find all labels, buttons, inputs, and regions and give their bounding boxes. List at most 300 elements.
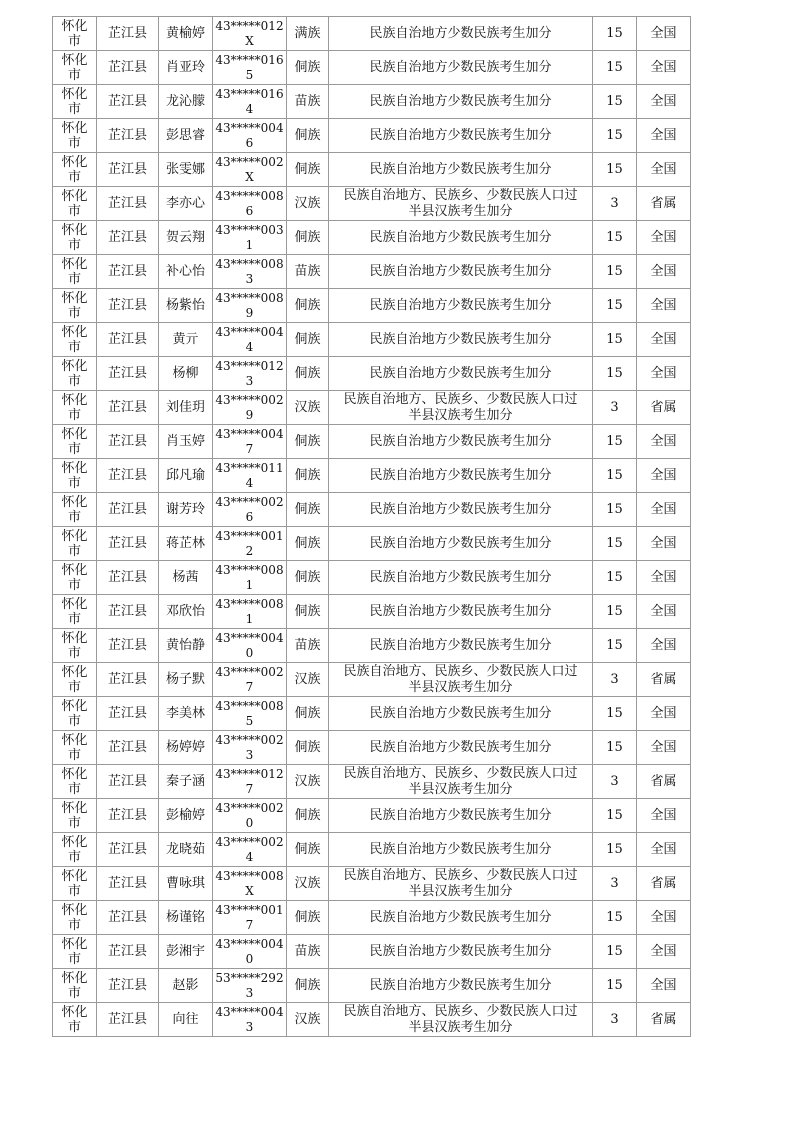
table-row [53, 51, 691, 85]
id-number-line: 1 [245, 237, 254, 252]
city-cell [53, 561, 97, 595]
scope-cell: 全国 [637, 833, 691, 867]
table-row [53, 357, 691, 391]
bonus-points-cell: 3 [593, 867, 637, 901]
bonus-policy-line: 民族自治地方少数民族考生加分 [369, 501, 552, 517]
city-line: 市 [67, 645, 81, 661]
city-cell [53, 289, 97, 323]
bonus-points-cell: 15 [593, 833, 637, 867]
table-row [53, 901, 691, 935]
bonus-policy-line: 民族自治地方少数民族考生加分 [369, 433, 552, 449]
bonus-policy-line: 民族自治地方少数民族考生加分 [369, 943, 552, 959]
id-number-cell [213, 357, 287, 391]
city-line: 怀化 [61, 426, 88, 442]
name-cell: 谢芳玲 [159, 493, 213, 527]
bonus-policy-line: 民族自治地方少数民族考生加分 [369, 59, 552, 75]
id-number-line: 43*****008 [215, 596, 284, 611]
bonus-points-cell: 15 [593, 527, 637, 561]
bonus-policy-cell [329, 697, 593, 731]
id-number-line: 43*****008 [215, 256, 284, 271]
scope-cell: 全国 [637, 323, 691, 357]
city-line: 怀化 [61, 460, 88, 476]
bonus-policy-line: 民族自治地方少数民族考生加分 [369, 331, 552, 347]
city-cell [53, 663, 97, 697]
scope-cell: 全国 [637, 255, 691, 289]
id-number-line: 4 [245, 475, 254, 490]
city-line: 市 [67, 33, 81, 49]
ethnicity-cell: 侗族 [287, 119, 329, 153]
id-number-cell [213, 391, 287, 425]
city-line: 市 [67, 1019, 81, 1035]
name-cell: 秦子涵 [159, 765, 213, 799]
bonus-policy-cell [329, 323, 593, 357]
bonus-policy-cell [329, 1003, 593, 1037]
id-number-cell [213, 51, 287, 85]
table-row [53, 595, 691, 629]
scope-cell: 全国 [637, 527, 691, 561]
bonus-policy-line: 民族自治地方、民族乡、少数民族人口过 [343, 1003, 578, 1019]
scope-cell: 全国 [637, 731, 691, 765]
county-cell: 芷江县 [97, 357, 159, 391]
city-line: 怀化 [61, 290, 88, 306]
id-number-line: 53*****292 [215, 970, 284, 985]
city-line: 怀化 [61, 936, 88, 952]
id-number-cell [213, 561, 287, 595]
bonus-points-cell: 3 [593, 391, 637, 425]
ethnicity-cell: 侗族 [287, 697, 329, 731]
id-number-cell [213, 969, 287, 1003]
bonus-policy-line: 民族自治地方少数民族考生加分 [369, 263, 552, 279]
city-line: 市 [67, 815, 81, 831]
name-cell: 杨婷婷 [159, 731, 213, 765]
id-number-line: 6 [245, 509, 254, 524]
city-line: 市 [67, 271, 81, 287]
bonus-points-table [52, 16, 691, 1037]
bonus-policy-cell [329, 561, 593, 595]
city-line: 怀化 [61, 256, 88, 272]
id-number-cell [213, 153, 287, 187]
id-number-line: 43*****002 [215, 732, 284, 747]
table-body [53, 17, 691, 1037]
bonus-policy-line: 民族自治地方少数民族考生加分 [369, 297, 552, 313]
id-number-cell [213, 221, 287, 255]
bonus-policy-cell [329, 629, 593, 663]
ethnicity-cell: 侗族 [287, 425, 329, 459]
city-cell [53, 629, 97, 663]
name-cell: 龙晓茹 [159, 833, 213, 867]
bonus-policy-line: 半县汉族考生加分 [408, 679, 513, 695]
id-number-cell [213, 255, 287, 289]
bonus-policy-cell [329, 935, 593, 969]
bonus-policy-cell [329, 119, 593, 153]
id-number-cell [213, 629, 287, 663]
county-cell: 芷江县 [97, 663, 159, 697]
city-line: 怀化 [61, 970, 88, 986]
county-cell: 芷江县 [97, 697, 159, 731]
id-number-line: 3 [245, 985, 254, 1000]
bonus-policy-line: 民族自治地方、民族乡、少数民族人口过 [343, 187, 578, 203]
bonus-policy-line: 民族自治地方少数民族考生加分 [369, 705, 552, 721]
city-cell [53, 357, 97, 391]
city-line: 怀化 [61, 1004, 88, 1020]
city-line: 市 [67, 441, 81, 457]
table-row [53, 697, 691, 731]
city-line: 怀化 [61, 698, 88, 714]
bonus-policy-cell [329, 833, 593, 867]
id-number-line: 43*****012 [215, 766, 284, 781]
city-line: 市 [67, 985, 81, 1001]
county-cell: 芷江县 [97, 289, 159, 323]
county-cell: 芷江县 [97, 425, 159, 459]
id-number-cell [213, 459, 287, 493]
bonus-points-cell: 15 [593, 17, 637, 51]
id-number-cell [213, 17, 287, 51]
id-number-line: 43*****001 [215, 902, 284, 917]
city-cell [53, 323, 97, 357]
ethnicity-cell: 苗族 [287, 255, 329, 289]
city-cell [53, 595, 97, 629]
name-cell: 杨紫怡 [159, 289, 213, 323]
bonus-policy-cell [329, 153, 593, 187]
county-cell: 芷江县 [97, 935, 159, 969]
bonus-points-cell: 3 [593, 187, 637, 221]
ethnicity-cell: 汉族 [287, 765, 329, 799]
county-cell: 芷江县 [97, 493, 159, 527]
county-cell: 芷江县 [97, 731, 159, 765]
id-number-line: 43*****008 [215, 290, 284, 305]
bonus-policy-line: 民族自治地方少数民族考生加分 [369, 603, 552, 619]
bonus-policy-cell [329, 901, 593, 935]
id-number-cell [213, 697, 287, 731]
id-number-line: 5 [245, 67, 254, 82]
bonus-policy-cell [329, 493, 593, 527]
id-number-line: X [245, 169, 254, 184]
table-row [53, 323, 691, 357]
table-row [53, 221, 691, 255]
table-row [53, 459, 691, 493]
name-cell: 赵影 [159, 969, 213, 1003]
ethnicity-cell: 侗族 [287, 153, 329, 187]
ethnicity-cell: 侗族 [287, 323, 329, 357]
ethnicity-cell: 侗族 [287, 731, 329, 765]
city-line: 市 [67, 509, 81, 525]
scope-cell: 全国 [637, 425, 691, 459]
ethnicity-cell: 侗族 [287, 527, 329, 561]
name-cell: 杨茜 [159, 561, 213, 595]
name-cell: 黄榆婷 [159, 17, 213, 51]
ethnicity-cell: 侗族 [287, 459, 329, 493]
county-cell: 芷江县 [97, 17, 159, 51]
bonus-policy-line: 半县汉族考生加分 [408, 203, 513, 219]
bonus-points-cell: 15 [593, 119, 637, 153]
scope-cell: 全国 [637, 935, 691, 969]
bonus-policy-line: 民族自治地方少数民族考生加分 [369, 637, 552, 653]
bonus-points-cell: 15 [593, 561, 637, 595]
table-row [53, 425, 691, 459]
bonus-points-cell: 15 [593, 697, 637, 731]
ethnicity-cell: 侗族 [287, 901, 329, 935]
id-number-line: 43*****002 [215, 834, 284, 849]
id-number-cell [213, 765, 287, 799]
table-row [53, 765, 691, 799]
table-row [53, 731, 691, 765]
city-line: 市 [67, 373, 81, 389]
city-line: 市 [67, 577, 81, 593]
bonus-points-cell: 15 [593, 85, 637, 119]
scope-cell: 省属 [637, 765, 691, 799]
id-number-line: 4 [245, 101, 254, 116]
city-line: 怀化 [61, 834, 88, 850]
ethnicity-cell: 苗族 [287, 629, 329, 663]
city-line: 怀化 [61, 664, 88, 680]
city-line: 怀化 [61, 18, 88, 34]
city-line: 怀化 [61, 120, 88, 136]
ethnicity-cell: 汉族 [287, 391, 329, 425]
id-number-line: 6 [245, 135, 254, 150]
scope-cell: 全国 [637, 969, 691, 1003]
city-line: 市 [67, 169, 81, 185]
id-number-line: 1 [245, 611, 254, 626]
bonus-policy-cell [329, 663, 593, 697]
bonus-policy-line: 民族自治地方少数民族考生加分 [369, 93, 552, 109]
city-cell [53, 17, 97, 51]
bonus-policy-line: 民族自治地方少数民族考生加分 [369, 229, 552, 245]
bonus-points-cell: 15 [593, 969, 637, 1003]
county-cell: 芷江县 [97, 255, 159, 289]
bonus-points-cell: 15 [593, 901, 637, 935]
bonus-points-cell: 15 [593, 153, 637, 187]
table-row [53, 255, 691, 289]
bonus-policy-line: 民族自治地方、民族乡、少数民族人口过 [343, 867, 578, 883]
city-line: 市 [67, 917, 81, 933]
county-cell: 芷江县 [97, 833, 159, 867]
city-cell [53, 935, 97, 969]
ethnicity-cell: 汉族 [287, 663, 329, 697]
scope-cell: 省属 [637, 867, 691, 901]
city-line: 市 [67, 203, 81, 219]
bonus-policy-cell [329, 85, 593, 119]
county-cell: 芷江县 [97, 391, 159, 425]
scope-cell: 全国 [637, 561, 691, 595]
scope-cell: 省属 [637, 391, 691, 425]
id-number-line: 3 [245, 373, 254, 388]
bonus-policy-cell [329, 799, 593, 833]
id-number-line: 9 [245, 407, 254, 422]
id-number-line: 43*****004 [215, 120, 284, 135]
bonus-policy-cell [329, 731, 593, 765]
ethnicity-cell: 侗族 [287, 221, 329, 255]
city-line: 市 [67, 135, 81, 151]
county-cell: 芷江县 [97, 867, 159, 901]
county-cell: 芷江县 [97, 595, 159, 629]
bonus-policy-line: 民族自治地方少数民族考生加分 [369, 535, 552, 551]
bonus-policy-line: 半县汉族考生加分 [408, 883, 513, 899]
bonus-points-cell: 15 [593, 799, 637, 833]
id-number-cell [213, 731, 287, 765]
city-line: 市 [67, 747, 81, 763]
city-line: 市 [67, 951, 81, 967]
name-cell: 彭榆婷 [159, 799, 213, 833]
table-row [53, 663, 691, 697]
ethnicity-cell: 侗族 [287, 51, 329, 85]
city-line: 市 [67, 475, 81, 491]
id-number-cell [213, 833, 287, 867]
bonus-policy-line: 民族自治地方少数民族考生加分 [369, 25, 552, 41]
name-cell: 黄怡静 [159, 629, 213, 663]
ethnicity-cell: 苗族 [287, 935, 329, 969]
name-cell: 刘佳玥 [159, 391, 213, 425]
id-number-cell [213, 663, 287, 697]
name-cell: 肖玉婷 [159, 425, 213, 459]
bonus-policy-line: 半县汉族考生加分 [408, 407, 513, 423]
county-cell: 芷江县 [97, 799, 159, 833]
id-number-line: 43*****002 [215, 154, 284, 169]
id-number-cell [213, 1003, 287, 1037]
id-number-line: 7 [245, 679, 254, 694]
id-number-cell [213, 119, 287, 153]
bonus-policy-cell [329, 595, 593, 629]
bonus-policy-cell [329, 289, 593, 323]
bonus-points-cell: 15 [593, 255, 637, 289]
city-cell [53, 255, 97, 289]
id-number-line: 43*****011 [215, 460, 284, 475]
id-number-line: 0 [245, 645, 254, 660]
city-cell [53, 731, 97, 765]
id-number-line: 6 [245, 203, 254, 218]
city-cell [53, 697, 97, 731]
id-number-line: 43*****004 [215, 936, 284, 951]
bonus-points-cell: 3 [593, 765, 637, 799]
name-cell: 向往 [159, 1003, 213, 1037]
id-number-cell [213, 187, 287, 221]
city-line: 市 [67, 679, 81, 695]
id-number-line: 43*****008 [215, 188, 284, 203]
id-number-cell [213, 799, 287, 833]
bonus-points-cell: 15 [593, 731, 637, 765]
id-number-cell [213, 935, 287, 969]
city-cell [53, 901, 97, 935]
bonus-policy-cell [329, 221, 593, 255]
ethnicity-cell: 汉族 [287, 187, 329, 221]
city-line: 怀化 [61, 494, 88, 510]
id-number-cell [213, 85, 287, 119]
ethnicity-cell: 侗族 [287, 833, 329, 867]
bonus-points-cell: 15 [593, 323, 637, 357]
table-row [53, 493, 691, 527]
bonus-policy-line: 民族自治地方少数民族考生加分 [369, 739, 552, 755]
bonus-policy-cell [329, 51, 593, 85]
city-line: 怀化 [61, 222, 88, 238]
table-row [53, 289, 691, 323]
city-line: 怀化 [61, 86, 88, 102]
scope-cell: 全国 [637, 459, 691, 493]
county-cell: 芷江县 [97, 629, 159, 663]
bonus-policy-line: 民族自治地方少数民族考生加分 [369, 909, 552, 925]
id-number-line: 43*****016 [215, 86, 284, 101]
name-cell: 杨子默 [159, 663, 213, 697]
id-number-line: 7 [245, 441, 254, 456]
bonus-policy-cell [329, 969, 593, 1003]
id-number-line: 3 [245, 271, 254, 286]
id-number-line: 43*****002 [215, 800, 284, 815]
id-number-line: 3 [245, 1019, 254, 1034]
id-number-line: 0 [245, 815, 254, 830]
name-cell: 黄亓 [159, 323, 213, 357]
city-line: 怀化 [61, 392, 88, 408]
id-number-cell [213, 425, 287, 459]
city-line: 市 [67, 339, 81, 355]
bonus-points-cell: 15 [593, 629, 637, 663]
scope-cell: 省属 [637, 1003, 691, 1037]
city-line: 怀化 [61, 630, 88, 646]
id-number-cell [213, 527, 287, 561]
city-line: 怀化 [61, 766, 88, 782]
bonus-policy-cell [329, 765, 593, 799]
city-line: 怀化 [61, 800, 88, 816]
scope-cell: 全国 [637, 221, 691, 255]
id-number-line: 7 [245, 917, 254, 932]
id-number-line: 43*****012 [215, 18, 284, 33]
bonus-policy-line: 民族自治地方少数民族考生加分 [369, 127, 552, 143]
id-number-cell [213, 867, 287, 901]
bonus-points-cell: 15 [593, 935, 637, 969]
ethnicity-cell: 汉族 [287, 1003, 329, 1037]
id-number-cell [213, 901, 287, 935]
id-number-line: 43*****008 [215, 868, 284, 883]
bonus-points-cell: 15 [593, 51, 637, 85]
scope-cell: 全国 [637, 901, 691, 935]
table-row [53, 561, 691, 595]
name-cell: 彭思睿 [159, 119, 213, 153]
bonus-policy-cell [329, 17, 593, 51]
bonus-policy-cell [329, 187, 593, 221]
scope-cell: 全国 [637, 17, 691, 51]
scope-cell: 全国 [637, 51, 691, 85]
city-line: 市 [67, 305, 81, 321]
scope-cell: 全国 [637, 357, 691, 391]
id-number-line: 43*****002 [215, 664, 284, 679]
county-cell: 芷江县 [97, 969, 159, 1003]
table-row [53, 867, 691, 901]
table-row [53, 799, 691, 833]
city-line: 怀化 [61, 596, 88, 612]
bonus-points-cell: 15 [593, 289, 637, 323]
city-cell [53, 187, 97, 221]
bonus-policy-line: 民族自治地方少数民族考生加分 [369, 841, 552, 857]
city-line: 市 [67, 611, 81, 627]
county-cell: 芷江县 [97, 901, 159, 935]
bonus-points-cell: 15 [593, 425, 637, 459]
city-line: 市 [67, 407, 81, 423]
city-cell [53, 221, 97, 255]
city-cell [53, 527, 97, 561]
city-cell [53, 969, 97, 1003]
name-cell: 邱凡瑜 [159, 459, 213, 493]
city-line: 怀化 [61, 324, 88, 340]
name-cell: 李美林 [159, 697, 213, 731]
county-cell: 芷江县 [97, 527, 159, 561]
id-number-line: X [245, 883, 254, 898]
table-row [53, 153, 691, 187]
bonus-policy-cell [329, 357, 593, 391]
ethnicity-cell: 侗族 [287, 561, 329, 595]
table-row [53, 17, 691, 51]
id-number-line: 2 [245, 543, 254, 558]
id-number-line: 43*****004 [215, 324, 284, 339]
id-number-cell [213, 493, 287, 527]
scope-cell: 全国 [637, 493, 691, 527]
city-cell [53, 119, 97, 153]
